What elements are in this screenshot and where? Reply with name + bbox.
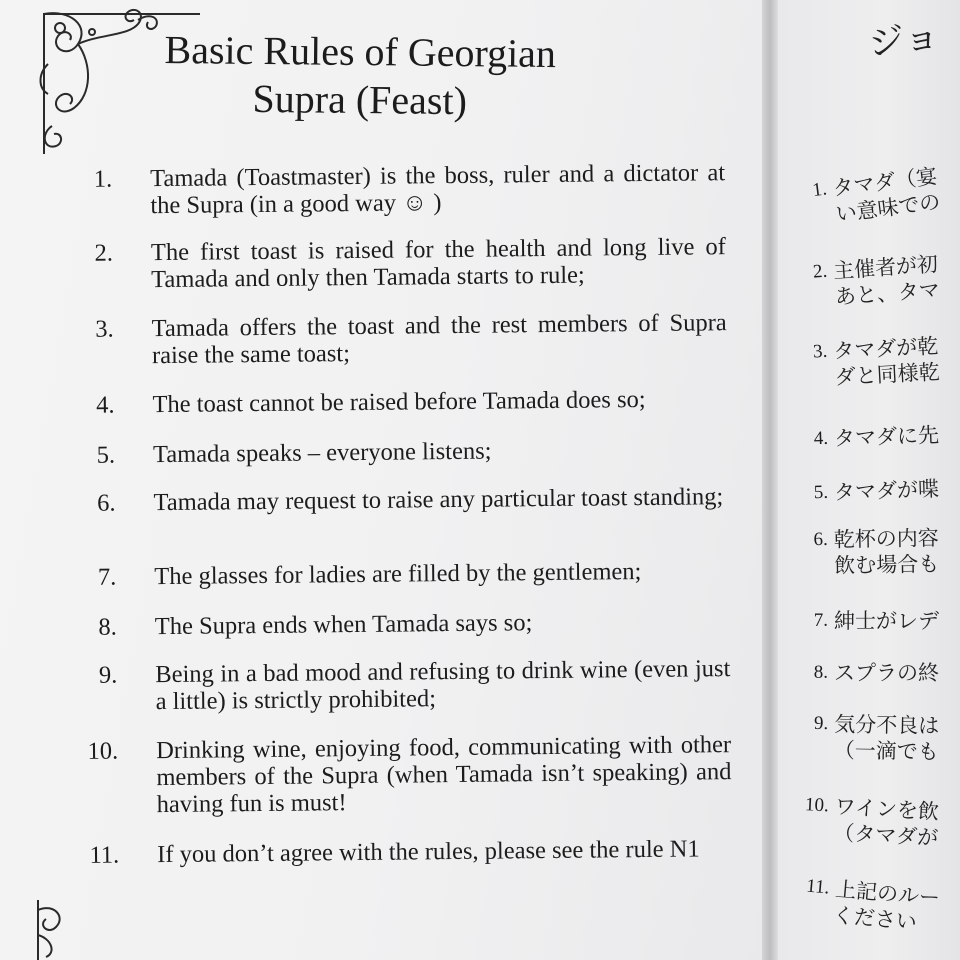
jp-item-number: 4. (813, 427, 829, 450)
title-line-1: Basic Rules of Georgian (164, 26, 557, 77)
jp-item-line: 気分不良は (834, 712, 940, 739)
jp-item-line: 上記のルー (834, 877, 941, 911)
jp-list-item (792, 710, 960, 765)
jp-list-item (792, 524, 960, 579)
rule-text: Tamada speaks – everyone listens; (152, 437, 492, 469)
rule-number: 11. (89, 841, 120, 869)
rule-number: 10. (87, 737, 119, 765)
jp-item-line: スプラの終 (834, 661, 939, 685)
japanese-page-title: ジョ (866, 16, 942, 65)
jp-item-line: 飲む場合も (834, 551, 940, 578)
jp-item-number: 2. (812, 260, 828, 283)
jp-item-line: 主催者が初 (832, 251, 939, 284)
jp-item-number: 1. (811, 178, 829, 202)
jp-item-line: あと、タマ (834, 277, 941, 310)
page-title (150, 26, 571, 126)
rule-number: 5. (96, 441, 116, 469)
jp-item-number: 3. (812, 340, 828, 363)
rule-number: 2. (94, 239, 114, 267)
rule-text: The first toast is raised for the health and long live of Tamada and only then Tamada starts to rule; (150, 233, 727, 294)
rule-number: 7. (97, 563, 117, 591)
jp-list-item (792, 660, 960, 686)
rule-number: 3. (95, 315, 114, 343)
jp-item-number: 7. (813, 610, 828, 631)
jp-item-line: タマダが乾 (832, 333, 939, 364)
jp-item-line: （一滴でも (833, 738, 939, 765)
jp-item-number: 6. (813, 528, 828, 551)
jp-item-line: い意味での (834, 189, 942, 227)
jp-item-line: タマダ（宴 (831, 163, 939, 201)
rule-text: Tamada (Toastmaster) is the boss, ruler and a dictator at the Supra (in a good way ☺ ) (149, 159, 726, 220)
corner-ornament-icon (26, 895, 86, 960)
jp-item-line: ダと同様乾 (834, 359, 941, 390)
jp-item-number: 10. (804, 794, 830, 817)
rule-number: 6. (97, 489, 116, 517)
jp-item-number: 9. (813, 712, 829, 735)
jp-item-line: 乾杯の内容 (833, 525, 939, 552)
rule-text: If you don’t agree with the rules, please see the rule N1 (157, 835, 700, 869)
rule-text: Being in a bad mood and refusing to drink wine (even just a little) is strictly prohibited; (155, 655, 731, 716)
jp-item-line: ください (831, 903, 918, 935)
jp-item-number: 5. (813, 481, 829, 504)
rule-text: The toast cannot be raised before Tamada does so; (152, 385, 646, 419)
jp-item-line: ワインを飲 (834, 794, 940, 825)
jp-list-item (791, 331, 960, 392)
jp-item-line: タマダに先 (833, 422, 940, 451)
jp-list-item (792, 608, 960, 634)
jp-item-line: タマダが喋 (833, 476, 940, 505)
rule-number: 1. (93, 165, 113, 193)
jp-item-line: （タマダが (832, 820, 939, 851)
rule-text: The glasses for ladies are filled by the gentlemen; (154, 558, 642, 591)
jp-item-number: 11. (805, 875, 831, 899)
title-line-2: Supra (Feast) (252, 75, 468, 124)
rule-text: Drinking wine, enjoying food, communicating with other members of the Supra (when Tamada isn’t speaking) and having fun is must! (155, 731, 732, 819)
jp-item-line: 紳士がレデ (834, 609, 939, 633)
jp-list-item (791, 791, 960, 852)
rule-text: Tamada may request to raise any particular toast standing; (153, 483, 724, 517)
rule-text: Tamada offers the toast and the rest members of Supra raise the same toast; (151, 309, 727, 370)
rule-text: The Supra ends when Tamada says so; (154, 609, 533, 641)
rule-number: 8. (98, 613, 117, 641)
rule-number: 4. (95, 391, 115, 419)
jp-item-number: 8. (813, 662, 828, 683)
rule-number: 9. (98, 661, 118, 689)
